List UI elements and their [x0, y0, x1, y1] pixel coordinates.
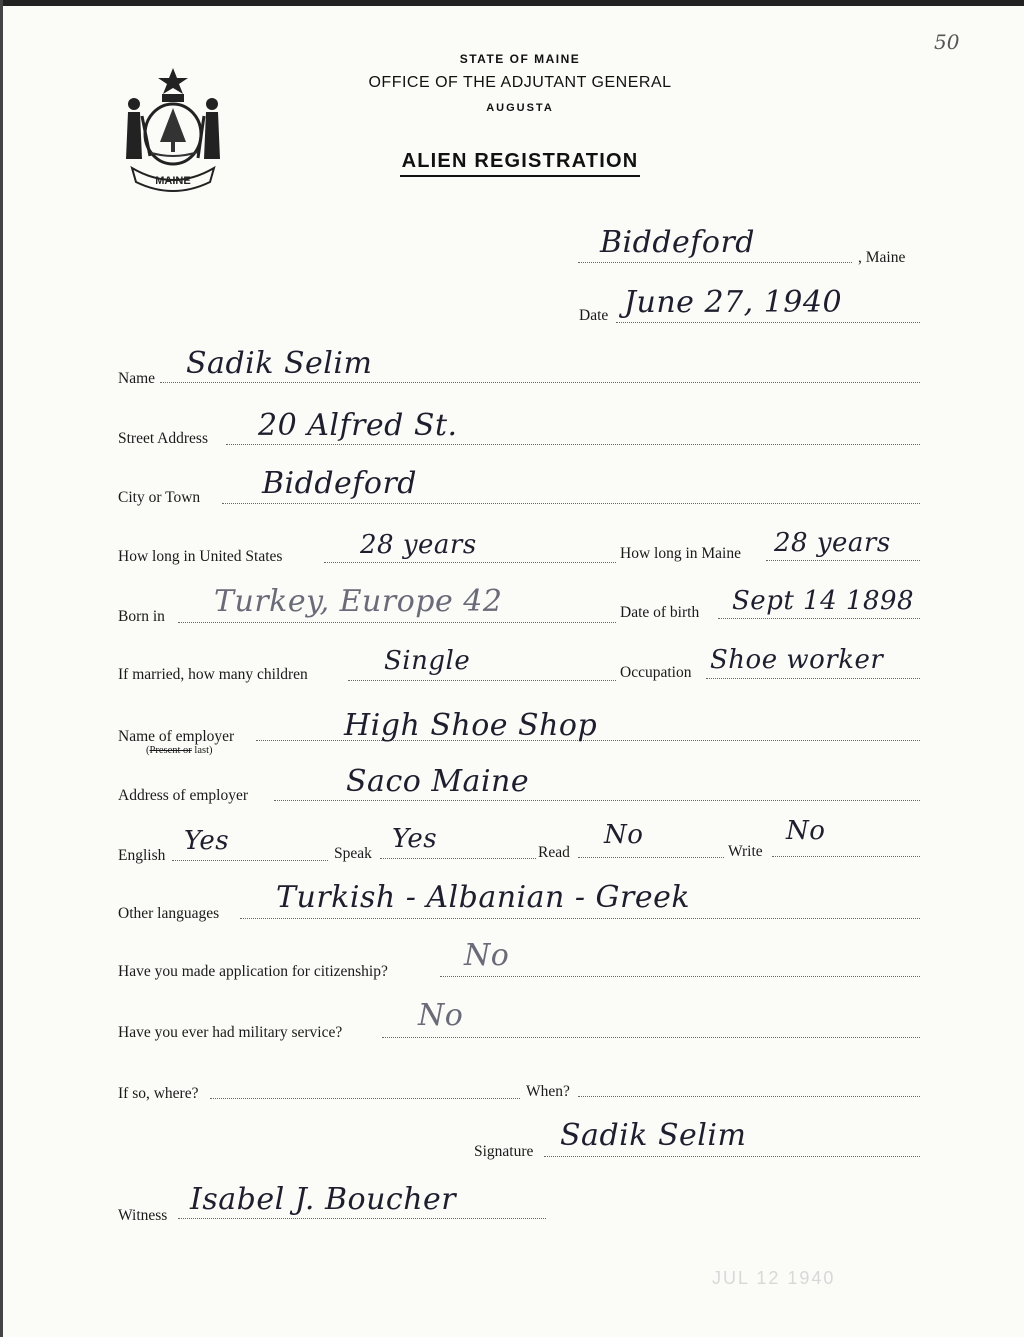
name-label: Name — [118, 370, 156, 387]
date-line — [616, 322, 920, 323]
place-value: Biddeford — [600, 225, 756, 260]
date-label: Date — [579, 307, 609, 324]
how-long-us-value: 28 years — [360, 530, 477, 560]
scan-border-left — [0, 0, 3, 1337]
children-value: Single — [384, 646, 471, 676]
occupation-value: Shoe worker — [710, 645, 884, 675]
state-seal-icon — [118, 64, 228, 194]
english-line — [172, 860, 328, 861]
place-line — [578, 262, 852, 263]
employer-value: High Shoe Shop — [344, 708, 598, 743]
when-label: When? — [526, 1083, 570, 1100]
citizenship-value: No — [464, 938, 510, 973]
when-line — [578, 1096, 920, 1097]
city-value: Biddeford — [262, 466, 418, 501]
speak-label: Speak — [334, 845, 372, 862]
street-address-line — [226, 444, 920, 445]
date-of-birth-label: Date of birth — [620, 604, 700, 621]
born-in-value: Turkey, Europe 42 — [214, 584, 503, 619]
speak-value: Yes — [392, 824, 438, 854]
header-city: AUGUSTA — [486, 102, 554, 114]
street-address-value: 20 Alfred St. — [258, 408, 458, 443]
header-state: STATE OF MAINE — [459, 52, 581, 66]
how-long-maine-value: 28 years — [774, 528, 891, 558]
other-languages-value: Turkish - Albanian - Greek — [276, 880, 691, 915]
born-in-line — [178, 622, 616, 623]
military-label: Have you ever had military service? — [118, 1024, 343, 1041]
date-of-birth-line — [718, 618, 920, 619]
signature-line — [544, 1156, 920, 1157]
employer-address-label: Address of employer — [118, 787, 248, 804]
employer-sublabel-struck: Present or — [149, 745, 192, 756]
employer-sublabel-rest: last) — [191, 745, 213, 756]
header-office: OFFICE OF THE ADJUTANT GENERAL — [368, 74, 672, 91]
form-title — [340, 150, 700, 173]
scan-border-top — [0, 0, 1024, 6]
witness-line — [178, 1218, 546, 1219]
children-line — [348, 680, 616, 681]
employer-label: Name of employer — [118, 728, 235, 745]
children-label: If married, how many children — [118, 666, 308, 683]
employer-address-line — [274, 800, 920, 801]
witness-label: Witness — [118, 1207, 168, 1224]
read-value: No — [604, 820, 644, 850]
city-label: City or Town — [118, 489, 201, 506]
signature-value: Sadik Selim — [560, 1118, 747, 1153]
how-long-maine-line — [766, 560, 920, 561]
name-value: Sadik Selim — [186, 346, 373, 381]
citizenship-label: Have you made application for citizenship? — [118, 963, 388, 980]
employer-sublabel: (Present or last) — [146, 745, 213, 756]
how-long-maine-label: How long in Maine — [620, 545, 741, 562]
city-line — [222, 503, 920, 504]
born-in-label: Born in — [118, 608, 165, 625]
date-value: June 27, 1940 — [624, 285, 843, 320]
write-line — [772, 856, 920, 857]
seal-text: MAINE — [155, 175, 191, 187]
place-suffix: , Maine — [858, 249, 906, 266]
street-address-label: Street Address — [118, 430, 208, 447]
english-value: Yes — [184, 826, 230, 856]
where-line — [210, 1098, 520, 1099]
citizenship-line — [440, 976, 920, 977]
write-value: No — [786, 816, 826, 846]
military-line — [382, 1037, 920, 1038]
employer-address-value: Saco Maine — [346, 764, 530, 799]
date-of-birth-value: Sept 14 1898 — [732, 586, 915, 616]
signature-label: Signature — [474, 1143, 534, 1160]
form-title-text: ALIEN REGISTRATION — [400, 150, 641, 177]
corner-page-note: 50 — [934, 30, 960, 54]
speak-line — [380, 858, 536, 859]
how-long-us-label: How long in United States — [118, 548, 283, 565]
write-label: Write — [728, 843, 763, 860]
read-line — [578, 857, 724, 858]
other-languages-label: Other languages — [118, 905, 220, 922]
other-languages-line — [240, 918, 920, 919]
military-value: No — [418, 998, 464, 1033]
name-line — [160, 382, 920, 383]
where-label: If so, where? — [118, 1085, 199, 1102]
received-stamp: JUL 12 1940 — [712, 1268, 836, 1288]
occupation-line — [706, 678, 920, 679]
witness-value: Isabel J. Boucher — [190, 1182, 457, 1217]
occupation-label: Occupation — [620, 664, 692, 681]
read-label: Read — [538, 844, 570, 861]
how-long-us-line — [324, 562, 616, 563]
english-label: English — [118, 847, 166, 864]
